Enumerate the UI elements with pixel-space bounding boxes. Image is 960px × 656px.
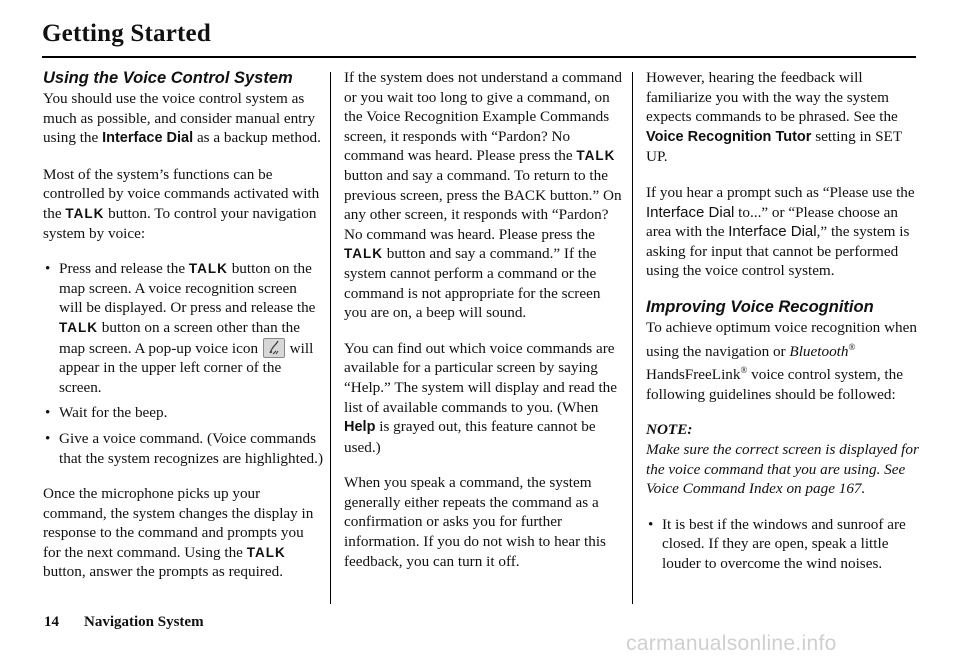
column-divider xyxy=(330,72,331,604)
instruction-list xyxy=(43,259,323,468)
list-item: • It is best if the windows and sunroof are closed. If they are open, speak a little louder to overcome the wind noises. xyxy=(646,515,926,574)
watermark: carmanualsonline.info xyxy=(626,632,837,655)
column-divider xyxy=(632,72,633,604)
footer-label: Navigation System xyxy=(84,614,204,630)
voice-recognition-tutor-term: Voice Recognition Tutor xyxy=(646,128,812,145)
paragraph: Most of the system’s functions can be controlled by voice commands activated with the TALK button. To control your navigation system by voice: xyxy=(43,165,320,242)
note-label: NOTE: xyxy=(646,421,693,439)
paragraph: However, hearing the feedback will familiarize you with the way the system expects commands to be phrased. See the Voice Recognition Tutor setting in SET UP. xyxy=(646,69,902,166)
paragraph: To achieve optimum voice recognition when using the navigation or Bluetooth® HandsFreeLink® voice control system, the following guidelines should be followed: xyxy=(646,318,917,403)
note-text: Make sure the correct screen is displayed for the voice command that you are using. See Voice Command Index on page 167. xyxy=(646,440,919,498)
voice-icon xyxy=(263,338,285,358)
paragraph: When you speak a command, the system generally either repeats the command as a confirmation or asks you for further information. If you do not wish to hear this feedback, you can turn it off. xyxy=(344,474,606,570)
guideline-list xyxy=(646,515,926,574)
column-2 xyxy=(344,68,624,587)
help-term: Help xyxy=(344,419,376,436)
paragraph: If you hear a prompt such as “Please use the Interface Dial to...” or “Please choose an area with the Interface Dial,” the system is asking for input that cannot be performed using the voice control system. xyxy=(646,183,915,280)
list-item: • Wait for the beep. xyxy=(43,403,323,423)
column-3 xyxy=(646,68,926,589)
list-item: • Press and release the TALK button on the map screen. A voice recognition screen will be displayed. Or press and release the TALK button on a screen other than the map screen. A pop-up voice icon will appear in the upper left corner of the screen. xyxy=(43,259,323,397)
paragraph: If the system does not understand a command or you wait too long to give a command, on the Voice Recognition Example Commands screen, it responds with “Pardon? No command was heard. Please press the TALK button and say a command. To return to the previous screen, press the BACK button.” On any other screen, it responds with “Pardon? No command was heard. Please press the TALK button and say a command.” If the system cannot perform a command or the command is not appropriate for the screen you are on, a beep will sound. xyxy=(344,69,622,322)
paragraph: You should use the voice control system as much as possible, and consider manual entry using the Interface Dial as a backup method. xyxy=(43,90,321,147)
talk-button-term: TALK xyxy=(65,205,105,221)
column-1 xyxy=(43,68,323,598)
list-item: • Give a voice command. (Voice commands that the system recognizes are highlighted.) xyxy=(43,429,323,468)
page-title: Getting Started xyxy=(42,20,211,47)
paragraph: You can find out which voice commands are available for a particular screen by saying “Help.” The system will display and read the list of available commands to you. (When Help is grayed out, this feature cannot be used.) xyxy=(344,339,618,456)
section-heading: Improving Voice Recognition xyxy=(646,297,874,316)
interface-dial-term: Interface Dial xyxy=(102,130,194,147)
paragraph: Once the microphone picks up your command, the system changes the display in response to the command and prompts you for the next command. Using the TALK button, answer the prompts as required. xyxy=(43,485,314,581)
section-heading: Using the Voice Control System xyxy=(43,69,293,87)
note xyxy=(646,420,926,498)
page-number: 14 xyxy=(44,614,59,630)
header-divider xyxy=(42,56,916,58)
